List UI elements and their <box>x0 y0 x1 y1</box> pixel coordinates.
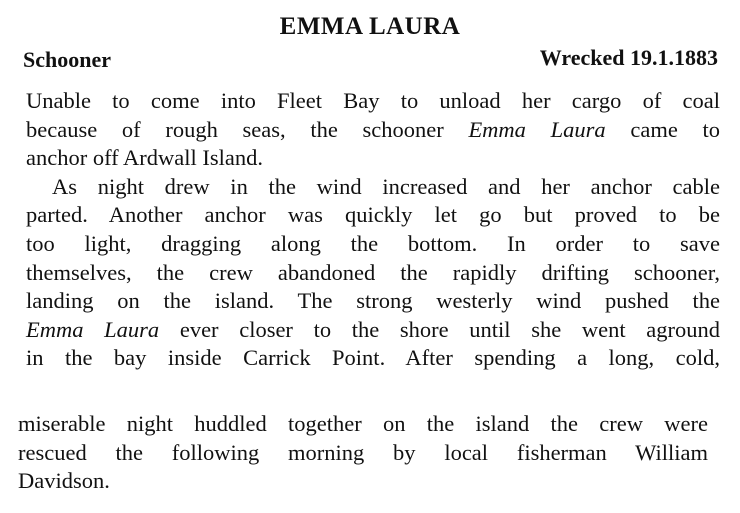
article-text-upper <box>26 87 720 373</box>
text-line: Davidson. <box>18 468 110 494</box>
text-line: themselves, the crew abandoned the rapidly drifting schooner, <box>26 259 720 285</box>
article-text-lower <box>18 410 708 496</box>
paragraph-3 <box>18 410 708 496</box>
text-line: As night drew in the wind increased and her anchor cable <box>52 173 720 199</box>
text-line: Emma Laura ever closer to the shore until she went aground <box>26 316 720 342</box>
text-line: miserable night huddled together on the island the crew were <box>18 411 708 436</box>
text-line: anchor off Ardwall Island. <box>26 145 264 171</box>
paragraph-2 <box>26 173 720 373</box>
text-line: rescued the following morning by local fisherman William <box>18 439 708 465</box>
text-line: parted. Another anchor was quickly let go but proved to be <box>26 202 720 228</box>
text-line: because of rough seas, the schooner Emma Laura came to <box>26 116 721 142</box>
paragraph-1 <box>26 87 720 173</box>
text-line: in the bay inside Carrick Point. After spending a long, cold, <box>26 345 720 371</box>
vessel-type: Schooner <box>23 47 111 72</box>
text-line: landing on the island. The strong westerly wind pushed the <box>26 288 720 314</box>
page-title: EMMA LAURA <box>279 13 461 40</box>
text-line: too light, dragging along the bottom. In order to save <box>26 230 720 256</box>
text-line: Unable to come into Fleet Bay to unload her cargo of coal <box>26 88 720 113</box>
wreck-date: Wrecked 19.1.1883 <box>539 45 718 70</box>
